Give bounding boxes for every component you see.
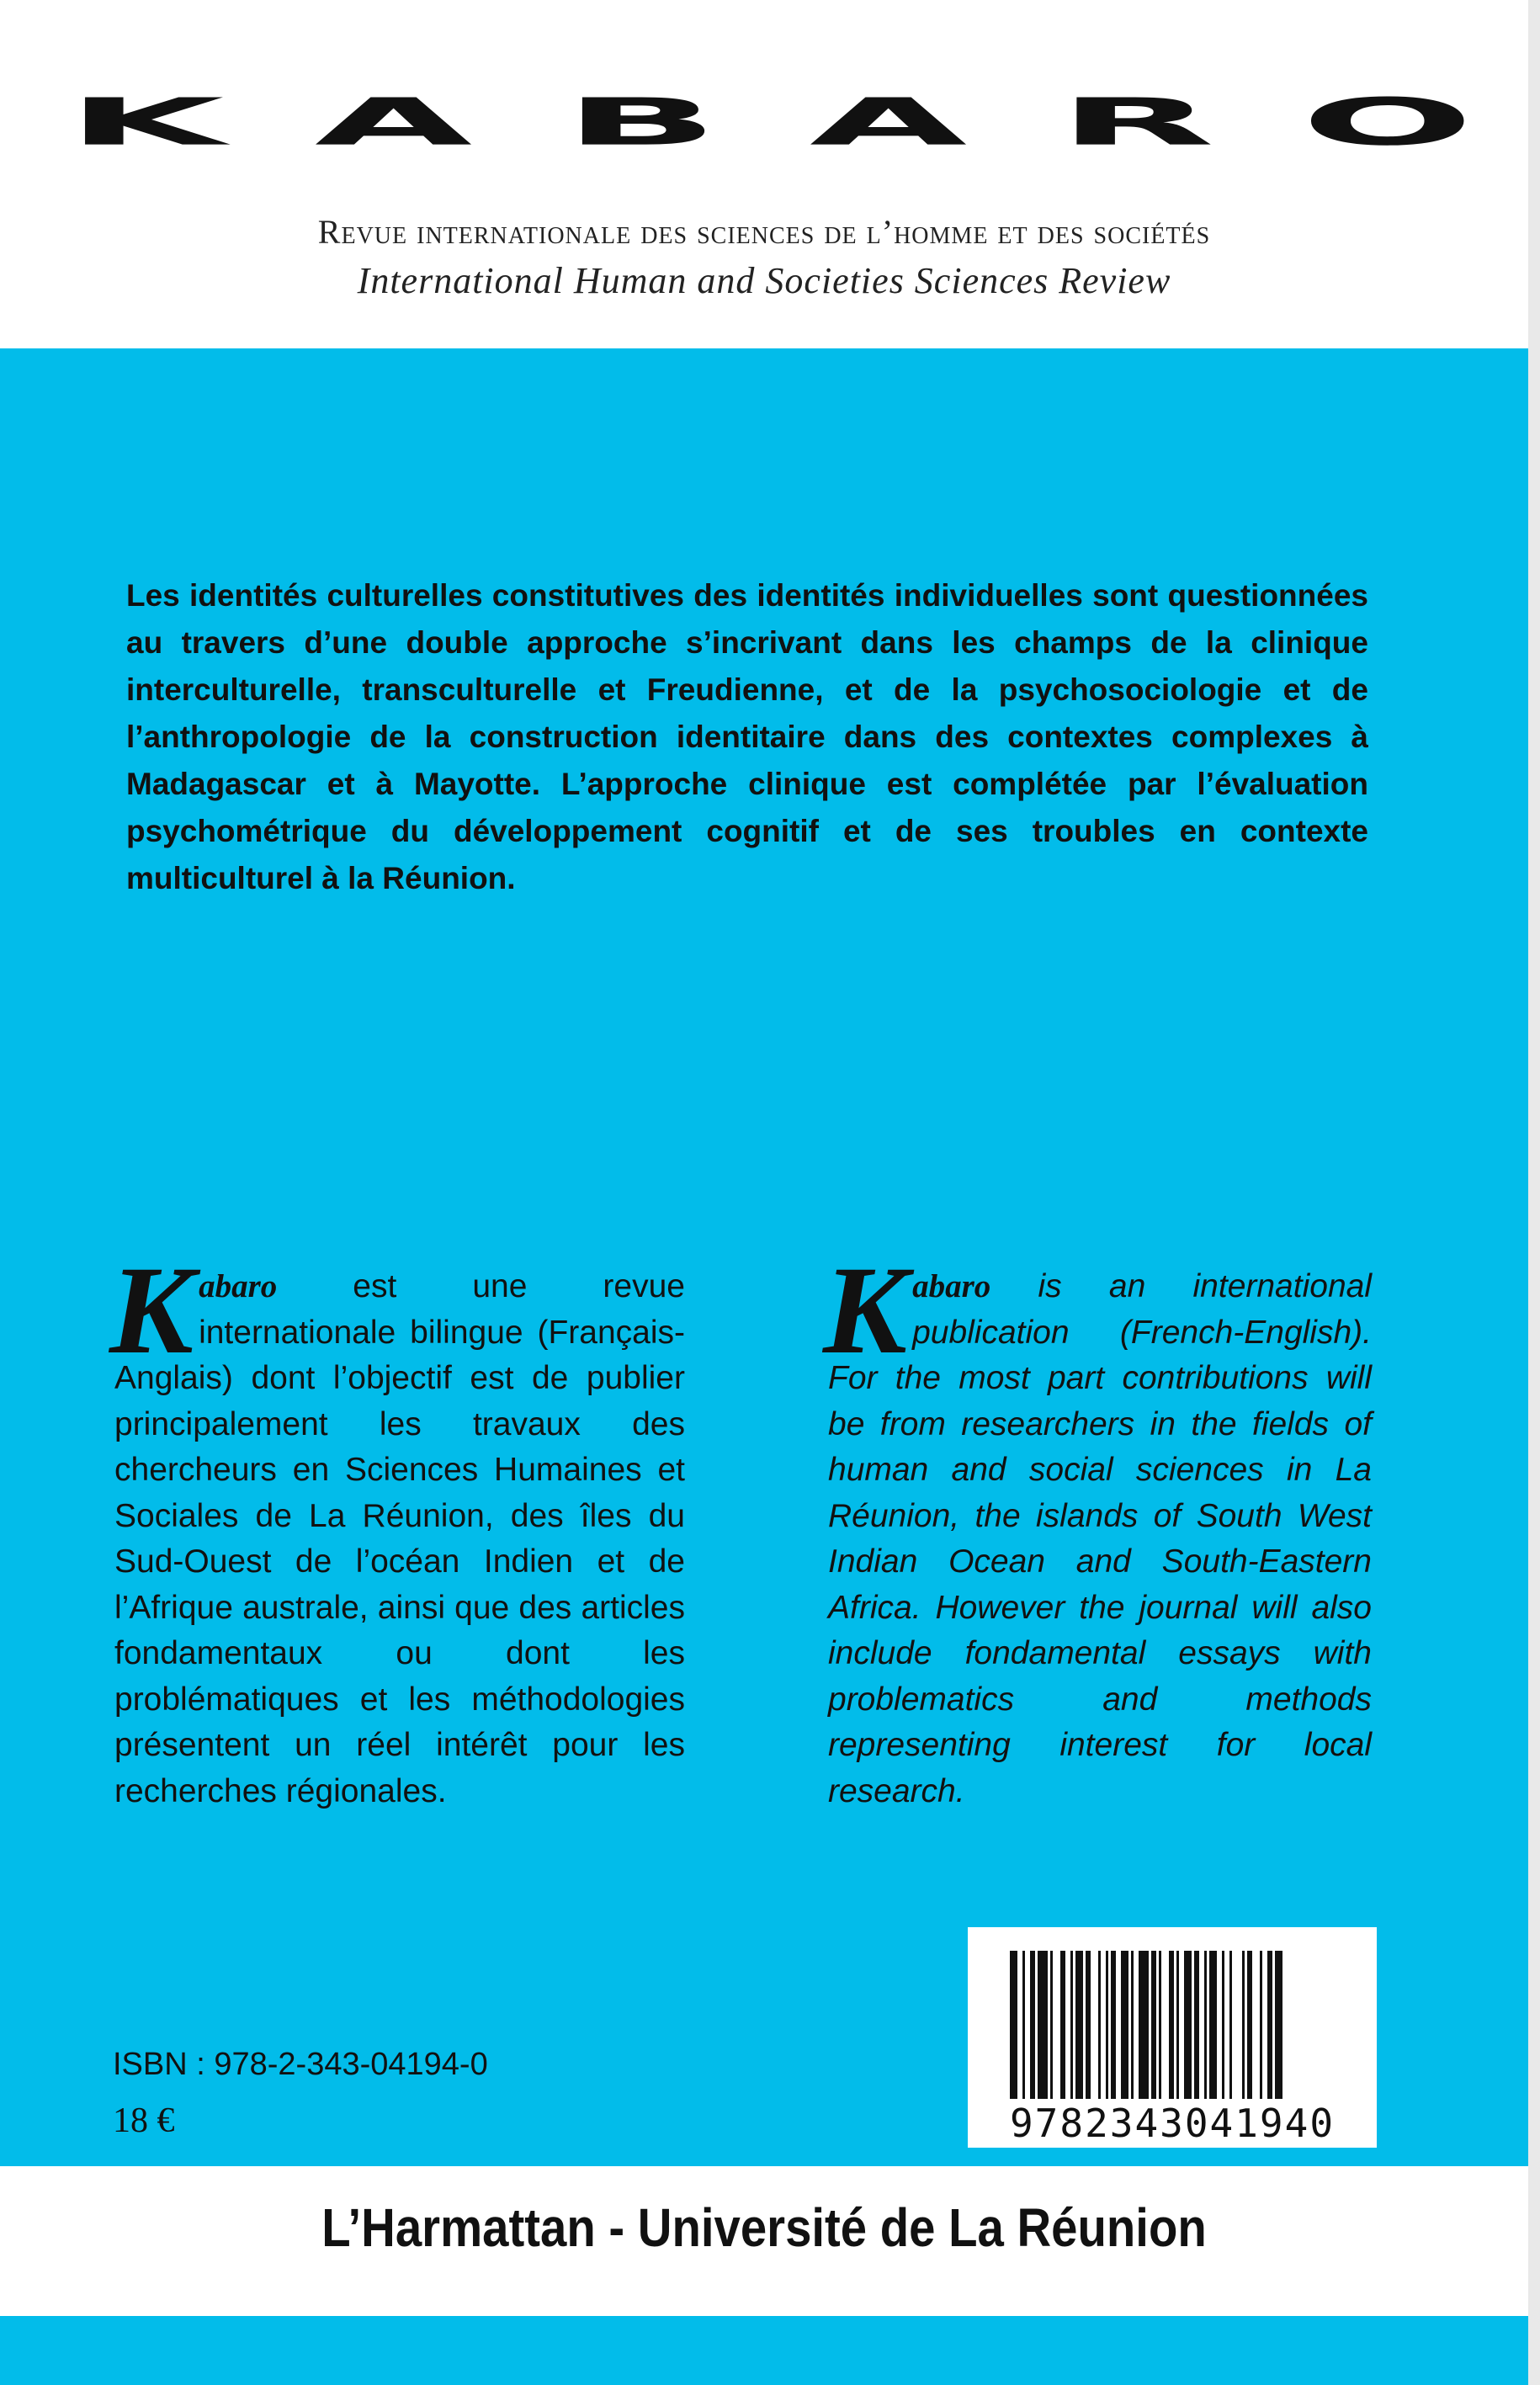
- barcode-bar: [1242, 1951, 1245, 2099]
- logo-letter: A: [810, 84, 968, 160]
- barcode-bar: [1229, 1951, 1232, 2099]
- dropcap: K: [109, 1240, 194, 1380]
- barcode-bar: [1194, 1951, 1199, 2099]
- barcode-bar: [1169, 1951, 1174, 2099]
- description-text: est une revue internationale bilingue (Français-Anglais) dont l’objectif est de publier principalement les travaux des chercheurs en Sciences Humaines et Sociales de La Réunion, des îles du Sud-Ouest de l’océan Indien et de l’Afrique australe, ainsi que des articles fondamentaux ou dont les problématiques et les méthodologies présentent un réel intérêt pour les recherches régionales.: [114, 1268, 685, 1809]
- barcode-bar: [1121, 1951, 1128, 2099]
- logo-letter: K: [66, 84, 225, 160]
- description-english: [823, 1240, 1372, 1814]
- barcode-bar: [1060, 1951, 1065, 2099]
- logo-letter: A: [314, 84, 473, 160]
- barcode-bar: [1184, 1951, 1192, 2099]
- logo-letter: B: [563, 84, 719, 160]
- barcode-bar: [1038, 1951, 1048, 2099]
- barcode-bar: [1222, 1951, 1224, 2099]
- description-text: is an international publication (French-English). For the most part contributions will be from researchers in the fields of human and social sciences in La Réunion, the islands of South West Indian Ocean and South-Eastern Africa. However the journal will also include fondamental essays with problematics and methods representing interest for local research.: [828, 1268, 1372, 1809]
- edge-strip: [1528, 0, 1540, 2385]
- barcode-bar: [1176, 1951, 1179, 2099]
- barcode-bar: [1111, 1951, 1116, 2099]
- barcode-bar: [1159, 1951, 1161, 2099]
- description-french: [109, 1240, 685, 1814]
- dropcap: K: [823, 1240, 908, 1380]
- price: 18 €: [113, 2101, 175, 2140]
- barcode: [968, 1927, 1377, 2148]
- barcode-bar: [1030, 1951, 1035, 2099]
- barcode-bars: [1010, 1951, 1335, 2099]
- isbn: ISBN : 978-2-343-04194-0: [113, 2047, 488, 2082]
- barcode-bar: [1260, 1951, 1262, 2099]
- brand-name: abaro: [199, 1268, 278, 1304]
- barcode-bar: [1204, 1951, 1207, 2099]
- publisher: L’Harmattan - Université de La Réunion: [321, 2197, 1207, 2258]
- subtitle-english: International Human and Societies Sciences Review: [357, 260, 1171, 301]
- barcode-bar: [1098, 1951, 1101, 2099]
- barcode-bar: [1131, 1951, 1134, 2099]
- barcode-bar: [1275, 1951, 1282, 2099]
- barcode-bar: [1247, 1951, 1252, 2099]
- barcode-bar: [1070, 1951, 1073, 2099]
- subtitle-french: Revue internationale des sciences de l’homme et des sociétés: [317, 213, 1211, 251]
- barcode-bar: [1050, 1951, 1053, 2099]
- abstract-paragraph: Les identités culturelles constitutives des identités individuelles sont questionnées au travers d’une double approche s’incrivant dans les champs de la clinique interculturelle, transculturelle et Freudienne, et de la psychosociologie et de l’anthropologie de la construction identitaire dans des contextes complexes à Madagascar et à Mayotte. L’approche clinique est complétée par l’évaluation psychométrique du développement cognitif et de ses troubles en contexte multiculturel à la Réunion.: [126, 578, 1368, 895]
- barcode-bar: [1209, 1951, 1217, 2099]
- barcode-bar: [1075, 1951, 1083, 2099]
- barcode-bar: [1151, 1951, 1156, 2099]
- barcode-bar: [1022, 1951, 1025, 2099]
- barcode-bar: [1086, 1951, 1091, 2099]
- journal-logo: [0, 76, 1528, 168]
- brand-name: abaro: [912, 1268, 991, 1304]
- barcode-bar: [1010, 1951, 1017, 2099]
- barcode-bar: [1139, 1951, 1149, 2099]
- logo-letter: R: [1058, 84, 1215, 160]
- barcode-bar: [1106, 1951, 1108, 2099]
- barcode-bar: [1267, 1951, 1272, 2099]
- barcode-number: 9782343041940: [1009, 2101, 1336, 2146]
- logo-letter: O: [1301, 84, 1475, 160]
